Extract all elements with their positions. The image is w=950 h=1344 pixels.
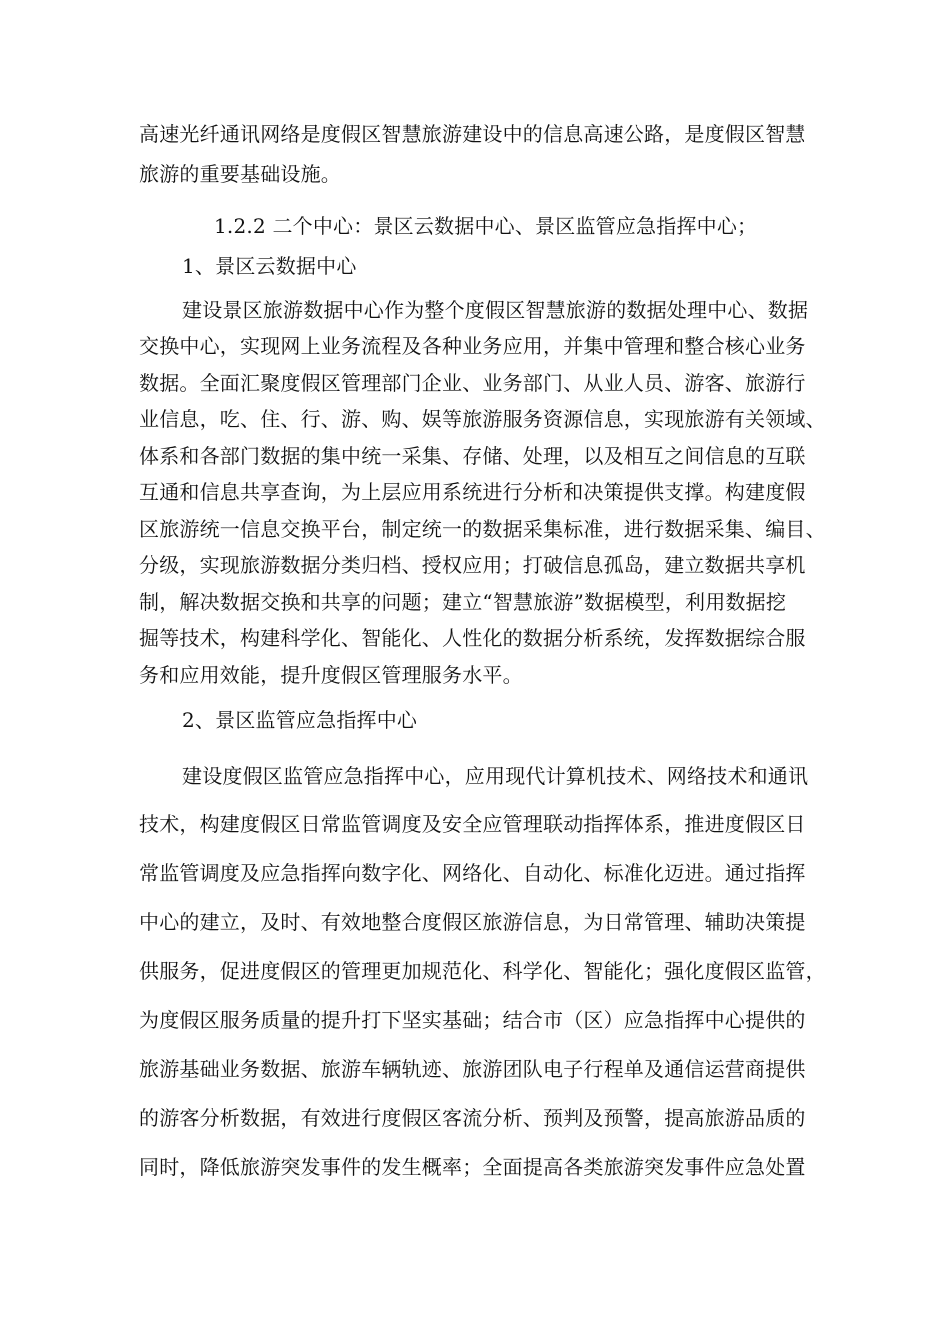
item2-body-line-4: 中心的建立，及时、有效地整合度假区旅游信息，为日常管理、辅助决策提 xyxy=(139,910,806,934)
item1-body-line-4: 业信息，吃、住、行、游、购、娱等旅游服务资源信息，实现旅游有关领域、 xyxy=(139,407,826,431)
item2-body-line-2: 技术，构建度假区日常监管调度及安全应管理联动指挥体系，推进度假区日 xyxy=(139,812,806,836)
item2-body-line-9: 同时，降低旅游突发事件的发生概率；全面提高各类旅游突发事件应急处置 xyxy=(139,1155,806,1179)
item1-body-line-2: 交换中心，实现网上业务流程及各种业务应用，并集中管理和整合核心业务 xyxy=(139,334,806,358)
item1-body-line-3: 数据。全面汇聚度假区管理部门企业、业务部门、从业人员、游客、旅游行 xyxy=(139,371,806,395)
item1-body-line-6: 互通和信息共享查询，为上层应用系统进行分析和决策提供支撑。构建度假 xyxy=(139,480,806,504)
item1-body-line-9: 制，解决数据交换和共享的问题；建立“智慧旅游”数据模型，利用数据挖 xyxy=(139,590,787,614)
item1-title: 1、景区云数据中心 xyxy=(182,254,357,278)
intro-line-1: 高速光纤通讯网络是度假区智慧旅游建设中的信息高速公路，是度假区智慧 xyxy=(139,122,806,146)
item2-body-line-7: 旅游基础业务数据、旅游车辆轨迹、旅游团队电子行程单及通信运营商提供 xyxy=(139,1057,806,1081)
item1-body-line-11: 务和应用效能，提升度假区管理服务水平。 xyxy=(139,663,523,687)
item2-body-line-8: 的游客分析数据，有效进行度假区客流分析、预判及预警，提高旅游品质的 xyxy=(139,1106,806,1130)
intro-line-2: 旅游的重要基础设施。 xyxy=(139,162,341,186)
item2-title: 2、景区监管应急指挥中心 xyxy=(182,708,418,732)
item2-body-line-6: 为度假区服务质量的提升打下坚实基础；结合市（区）应急指挥中心提供的 xyxy=(139,1008,806,1032)
item2-body-line-3: 常监管调度及应急指挥向数字化、网络化、自动化、标准化迈进。通过指挥 xyxy=(139,861,806,885)
item2-body-line-1: 建设度假区监管应急指挥中心，应用现代计算机技术、网络技术和通讯 xyxy=(182,764,809,788)
item1-body-line-10: 掘等技术，构建科学化、智能化、人性化的数据分析系统，发挥数据综合服 xyxy=(139,626,806,650)
item2-body-line-5: 供服务，促进度假区的管理更加规范化、科学化、智能化；强化度假区监管， xyxy=(139,959,826,983)
item1-body-line-1: 建设景区旅游数据中心作为整个度假区智慧旅游的数据处理中心、数据 xyxy=(182,298,809,322)
item1-body-line-5: 体系和各部门数据的集中统一采集、存储、处理，以及相互之间信息的互联 xyxy=(139,444,806,468)
item1-body-line-7: 区旅游统一信息交换平台，制定统一的数据采集标准，进行数据采集、编目、 xyxy=(139,517,826,541)
item1-body-line-8: 分级，实现旅游数据分类归档、授权应用；打破信息孤岛，建立数据共享机 xyxy=(139,553,806,577)
section-heading: 1.2.2 二个中心：景区云数据中心、景区监管应急指挥中心； xyxy=(214,214,758,238)
